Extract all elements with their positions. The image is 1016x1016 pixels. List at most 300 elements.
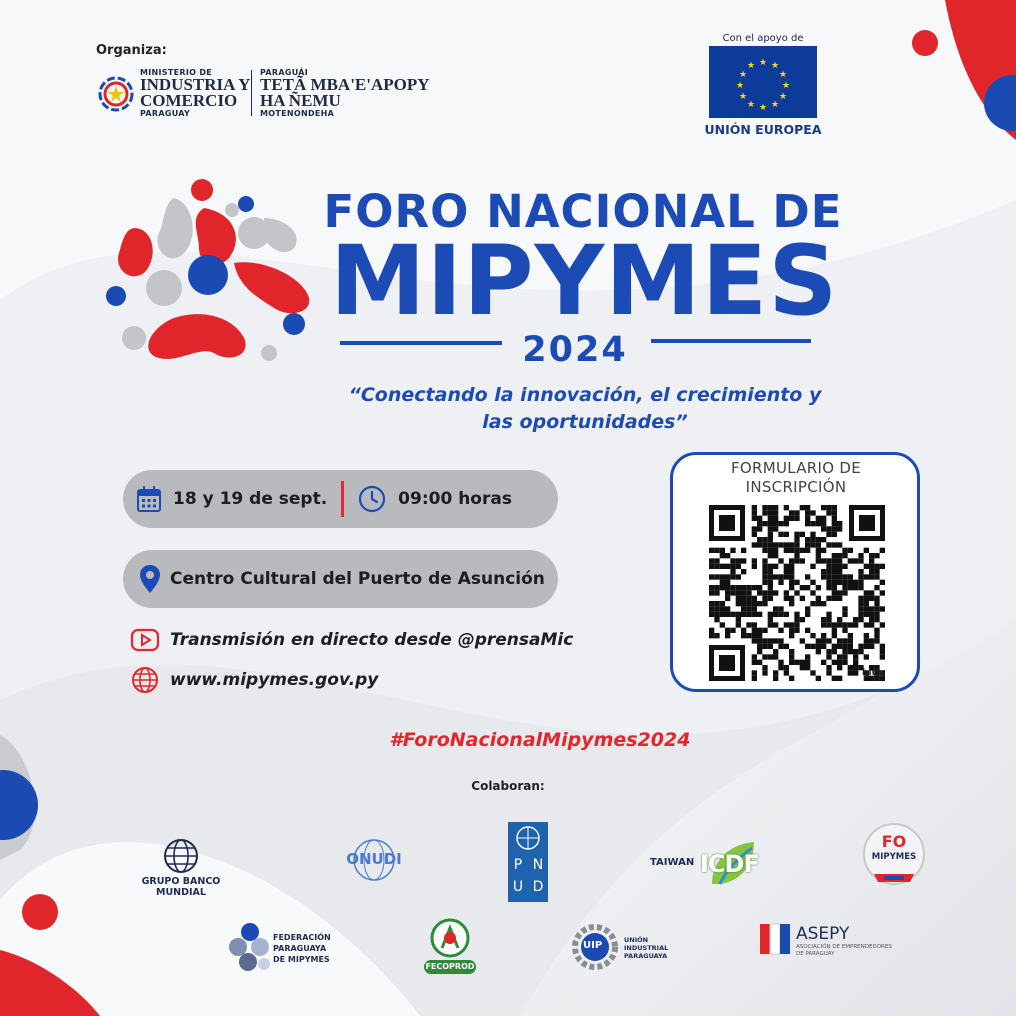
qr-module (869, 574, 874, 579)
uip-line2: INDUSTRIAL (624, 944, 669, 952)
event-hashtag: #ForoNacionalMipymes2024 (389, 729, 691, 751)
qr-module (736, 612, 741, 617)
year-line-left (340, 341, 502, 345)
qr-module (746, 622, 751, 627)
qr-module (752, 526, 757, 531)
qr-module (773, 526, 778, 531)
qr-module (741, 633, 746, 638)
registration-title-line2: INSCRIPCIÓN (745, 478, 847, 496)
qr-module (858, 596, 863, 601)
qr-module (837, 590, 842, 595)
qr-module (757, 638, 762, 643)
qr-module (757, 612, 762, 617)
qr-module (730, 612, 735, 617)
qr-module (768, 574, 773, 579)
qr-module (773, 574, 778, 579)
qr-module (832, 553, 837, 558)
qr-module (752, 612, 757, 617)
qr-module (752, 542, 757, 547)
qr-module (752, 510, 757, 515)
guarani-line1: PARAGUÁI (260, 68, 309, 77)
qr-module (848, 580, 853, 585)
qr-module (794, 542, 799, 547)
qr-module (768, 612, 773, 617)
qr-module (810, 644, 815, 649)
qr-module (826, 558, 831, 563)
qr-module (848, 665, 853, 670)
qr-module (725, 564, 730, 569)
qr-module (730, 585, 735, 590)
qr-module (725, 585, 730, 590)
qr-module (826, 574, 831, 579)
qr-module (789, 633, 794, 638)
qr-module (768, 537, 773, 542)
qr-module (858, 617, 863, 622)
logo-banco-mundial (118, 838, 244, 898)
qr-module (762, 521, 767, 526)
qr-module (720, 553, 725, 558)
qr-module (832, 580, 837, 585)
qr-module (805, 665, 810, 670)
qr-module (805, 521, 810, 526)
asepy-subtitle (796, 944, 892, 958)
qr-module (730, 569, 735, 574)
qr-module (789, 622, 794, 627)
qr-module (832, 574, 837, 579)
qr-module (805, 548, 810, 553)
guarani-line3: HA ÑEMU (260, 91, 341, 110)
qr-module (837, 654, 842, 659)
qr-module (821, 601, 826, 606)
qr-module (762, 574, 767, 579)
qr-module (853, 670, 858, 675)
qr-module (864, 612, 869, 617)
qr-module (762, 548, 767, 553)
qr-module (778, 628, 783, 633)
qr-module (821, 638, 826, 643)
pnud-letter-u: U (512, 879, 524, 895)
qr-module (778, 665, 783, 670)
qr-module (821, 526, 826, 531)
svg-text:★: ★ (778, 92, 788, 102)
fomipymes-text: MIPYMES (871, 852, 917, 862)
qr-module (752, 654, 757, 659)
federacion-hexagons-icon (228, 922, 272, 972)
qr-module (730, 590, 735, 595)
qr-module (832, 516, 837, 521)
qr-module (848, 638, 853, 643)
qr-module (816, 638, 821, 643)
asepy-text: ASEPY (796, 924, 850, 944)
qr-module (741, 548, 746, 553)
qr-module (709, 590, 714, 595)
qr-module (800, 596, 805, 601)
qr-module (880, 654, 885, 659)
qr-module (837, 553, 842, 558)
qr-module (826, 580, 831, 585)
qr-module (709, 606, 714, 611)
fomipymes-fo: FO (881, 832, 907, 851)
guarani-line2: TETÃ MBA'E'APOPY (260, 75, 430, 94)
qr-module (874, 574, 879, 579)
qr-module (832, 505, 837, 510)
date-time-pill (123, 470, 558, 528)
qr-module (762, 601, 767, 606)
qr-module (757, 628, 762, 633)
qr-module (752, 676, 757, 681)
year-line-right (651, 339, 811, 343)
website-link[interactable] (130, 666, 378, 694)
qr-module (736, 564, 741, 569)
qr-module (832, 633, 837, 638)
qr-module (773, 553, 778, 558)
registration-title-line1: FORMULARIO DE (730, 459, 862, 477)
qr-module (880, 622, 885, 627)
qr-module (757, 590, 762, 595)
qr-module (789, 564, 794, 569)
qr-module (773, 670, 778, 675)
qr-module (837, 622, 842, 627)
qr-module (858, 558, 863, 563)
qr-module (709, 574, 714, 579)
qr-module (789, 654, 794, 659)
logo-asepy (756, 918, 896, 964)
qr-module (842, 590, 847, 595)
svg-text:★: ★ (746, 100, 756, 110)
qr-module (789, 649, 794, 654)
qr-module (832, 649, 837, 654)
federacion-line2: PARAGUAYA (273, 944, 327, 953)
ministry-line4: PARAGUAY (140, 109, 191, 118)
qr-module (805, 628, 810, 633)
qr-module (800, 548, 805, 553)
qr-module (762, 670, 767, 675)
qr-module (821, 574, 826, 579)
qr-module (858, 649, 863, 654)
qr-module (848, 585, 853, 590)
qr-module (736, 590, 741, 595)
qr-module (816, 548, 821, 553)
qr-module (832, 542, 837, 547)
qr-module (725, 580, 730, 585)
svg-text:★: ★ (778, 70, 788, 80)
qr-module (768, 553, 773, 558)
qr-module (709, 585, 714, 590)
pnud-letter-n: N (532, 857, 544, 873)
qr-module (762, 644, 767, 649)
qr-module (773, 516, 778, 521)
svg-text:★: ★ (735, 81, 745, 91)
qr-module (709, 558, 714, 563)
qr-module (752, 633, 757, 638)
location-pin-icon (139, 564, 161, 594)
qr-module (869, 612, 874, 617)
qr-module (752, 558, 757, 563)
qr-module (880, 649, 885, 654)
qr-module (752, 505, 757, 510)
qr-module (880, 580, 885, 585)
qr-module (842, 644, 847, 649)
qr-module (837, 521, 842, 526)
stream-line[interactable] (130, 628, 573, 652)
qr-module (821, 505, 826, 510)
qr-module (778, 638, 783, 643)
banco-mundial-text: GRUPO BANCO MUNDIAL (141, 876, 221, 898)
qr-module (714, 606, 719, 611)
qr-module (826, 569, 831, 574)
qr-module (773, 505, 778, 510)
qr-module (816, 558, 821, 563)
qr-module (858, 580, 863, 585)
qr-module (826, 622, 831, 627)
qr-module (762, 638, 767, 643)
qr-module (869, 622, 874, 627)
qr-module (810, 601, 815, 606)
qr-module (826, 617, 831, 622)
globe-icon (130, 666, 160, 694)
qr-module (837, 644, 842, 649)
qr-module (874, 617, 879, 622)
qr-module (757, 644, 762, 649)
qr-module (773, 590, 778, 595)
qr-module (730, 548, 735, 553)
qr-module (805, 574, 810, 579)
qr-module (805, 537, 810, 542)
qr-module (858, 585, 863, 590)
federacion-line1: FEDERACIÓN (273, 933, 331, 942)
qr-module (864, 644, 869, 649)
qr-module (784, 590, 789, 595)
collaborators-label: Colaboran: (471, 779, 545, 793)
qr-module (789, 569, 794, 574)
qr-module (848, 633, 853, 638)
qr-module (720, 606, 725, 611)
qr-module (800, 617, 805, 622)
qr-module (853, 622, 858, 627)
qr-module (752, 564, 757, 569)
qr-module (784, 548, 789, 553)
qr-module (853, 617, 858, 622)
logo-pnud (508, 822, 548, 902)
qr-module (816, 644, 821, 649)
qr-module (837, 638, 842, 643)
qr-module (864, 590, 869, 595)
qr-module (853, 665, 858, 670)
pill-separator (341, 481, 344, 517)
qr-module (826, 649, 831, 654)
qr-module (741, 569, 746, 574)
qr-module (762, 564, 767, 569)
qr-module (832, 660, 837, 665)
qr-module (832, 510, 837, 515)
qr-module (762, 537, 767, 542)
qr-code[interactable] (709, 505, 885, 681)
qr-module (864, 601, 869, 606)
qr-module (778, 606, 783, 611)
qr-module (789, 548, 794, 553)
qr-module (848, 644, 853, 649)
qr-module (741, 558, 746, 563)
qr-module (736, 601, 741, 606)
qr-module (789, 580, 794, 585)
qr-module (789, 601, 794, 606)
qr-module (794, 590, 799, 595)
logo-uip (572, 924, 682, 970)
qr-module (853, 649, 858, 654)
qr-module (768, 542, 773, 547)
qr-module (784, 542, 789, 547)
eu-name: UNIÓN EUROPEA (704, 122, 822, 137)
qr-module (880, 548, 885, 553)
qr-module (837, 665, 842, 670)
qr-module (821, 569, 826, 574)
qr-module (805, 654, 810, 659)
qr-module (752, 516, 757, 521)
qr-module (800, 532, 805, 537)
pnud-letter-p: P (513, 857, 523, 873)
qr-module (821, 633, 826, 638)
svg-text:★: ★ (758, 58, 768, 68)
qr-module (821, 537, 826, 542)
qr-module (773, 606, 778, 611)
uip-line3: PARAGUAYA (624, 952, 668, 960)
qr-module (757, 585, 762, 590)
qr-module (778, 542, 783, 547)
qr-module (864, 638, 869, 643)
qr-module (714, 558, 719, 563)
qr-module (794, 628, 799, 633)
qr-module (762, 628, 767, 633)
qr-module (778, 521, 783, 526)
qr-module (773, 622, 778, 627)
qr-module (789, 558, 794, 563)
qr-module (832, 558, 837, 563)
qr-module (832, 585, 837, 590)
qr-module (736, 617, 741, 622)
qr-module (773, 510, 778, 515)
qr-module (832, 590, 837, 595)
qr-module (794, 612, 799, 617)
qr-module (762, 558, 767, 563)
federacion-text (273, 932, 331, 965)
qr-module (826, 596, 831, 601)
qr-module (794, 553, 799, 558)
qr-module (725, 612, 730, 617)
qr-module (794, 537, 799, 542)
qr-module (773, 676, 778, 681)
qr-module (842, 580, 847, 585)
svg-text:★: ★ (738, 92, 748, 102)
qr-module (837, 580, 842, 585)
qr-module (789, 596, 794, 601)
qr-module (874, 569, 879, 574)
qr-module (853, 654, 858, 659)
qr-module (730, 558, 735, 563)
qr-module (864, 654, 869, 659)
logo-federacion (228, 922, 338, 972)
qr-module (810, 633, 815, 638)
qr-module (752, 622, 757, 627)
qr-module (778, 532, 783, 537)
qr-module (762, 654, 767, 659)
qr-module (773, 612, 778, 617)
ministry-logo-text (140, 68, 250, 118)
qr-module (768, 590, 773, 595)
qr-module (752, 601, 757, 606)
qr-module (714, 601, 719, 606)
pnud-letters (508, 854, 548, 898)
qr-module (762, 542, 767, 547)
qr-module (826, 612, 831, 617)
qr-module (757, 526, 762, 531)
qr-module (826, 542, 831, 547)
qr-module (768, 510, 773, 515)
qr-module (741, 606, 746, 611)
svg-text:★: ★ (738, 70, 748, 80)
qr-module (874, 601, 879, 606)
qr-module (816, 601, 821, 606)
qr-module (784, 569, 789, 574)
qr-module (746, 601, 751, 606)
qr-module (880, 606, 885, 611)
qr-module (869, 606, 874, 611)
qr-module (864, 622, 869, 627)
qr-module (821, 548, 826, 553)
qr-module (784, 644, 789, 649)
qr-module (784, 564, 789, 569)
qr-module (714, 612, 719, 617)
qr-module (869, 638, 874, 643)
qr-module (826, 526, 831, 531)
pnud-letter-d: D (532, 879, 544, 895)
qr-module (869, 558, 874, 563)
qr-module (816, 537, 821, 542)
slogan-line1: “Conectando la innovación, el crecimiento y (348, 384, 822, 406)
qr-module (858, 612, 863, 617)
qr-module (874, 564, 879, 569)
title-mipymes: MIPYMES (330, 225, 839, 337)
qr-module (741, 590, 746, 595)
qr-module (842, 564, 847, 569)
uip-line1: UNIÓN (624, 936, 649, 944)
qr-module (794, 617, 799, 622)
qr-module (826, 670, 831, 675)
qr-module (794, 548, 799, 553)
qr-module (725, 633, 730, 638)
qr-module (794, 660, 799, 665)
organiza-label: Organiza: (96, 43, 167, 58)
stream-text: Transmisión en directo desde @prensaMic (170, 630, 574, 650)
qr-module (768, 564, 773, 569)
qr-module (869, 569, 874, 574)
qr-module (842, 548, 847, 553)
qr-module (826, 510, 831, 515)
qr-module (741, 596, 746, 601)
qr-module (789, 585, 794, 590)
qr-module (816, 516, 821, 521)
svg-text:★: ★ (770, 61, 780, 71)
qr-module (810, 532, 815, 537)
qr-module (880, 564, 885, 569)
qr-module (789, 628, 794, 633)
qr-module (778, 558, 783, 563)
qr-module (880, 590, 885, 595)
qr-module (874, 585, 879, 590)
qr-module (842, 553, 847, 558)
qr-module (752, 596, 757, 601)
qr-module (784, 521, 789, 526)
qr-module (714, 548, 719, 553)
